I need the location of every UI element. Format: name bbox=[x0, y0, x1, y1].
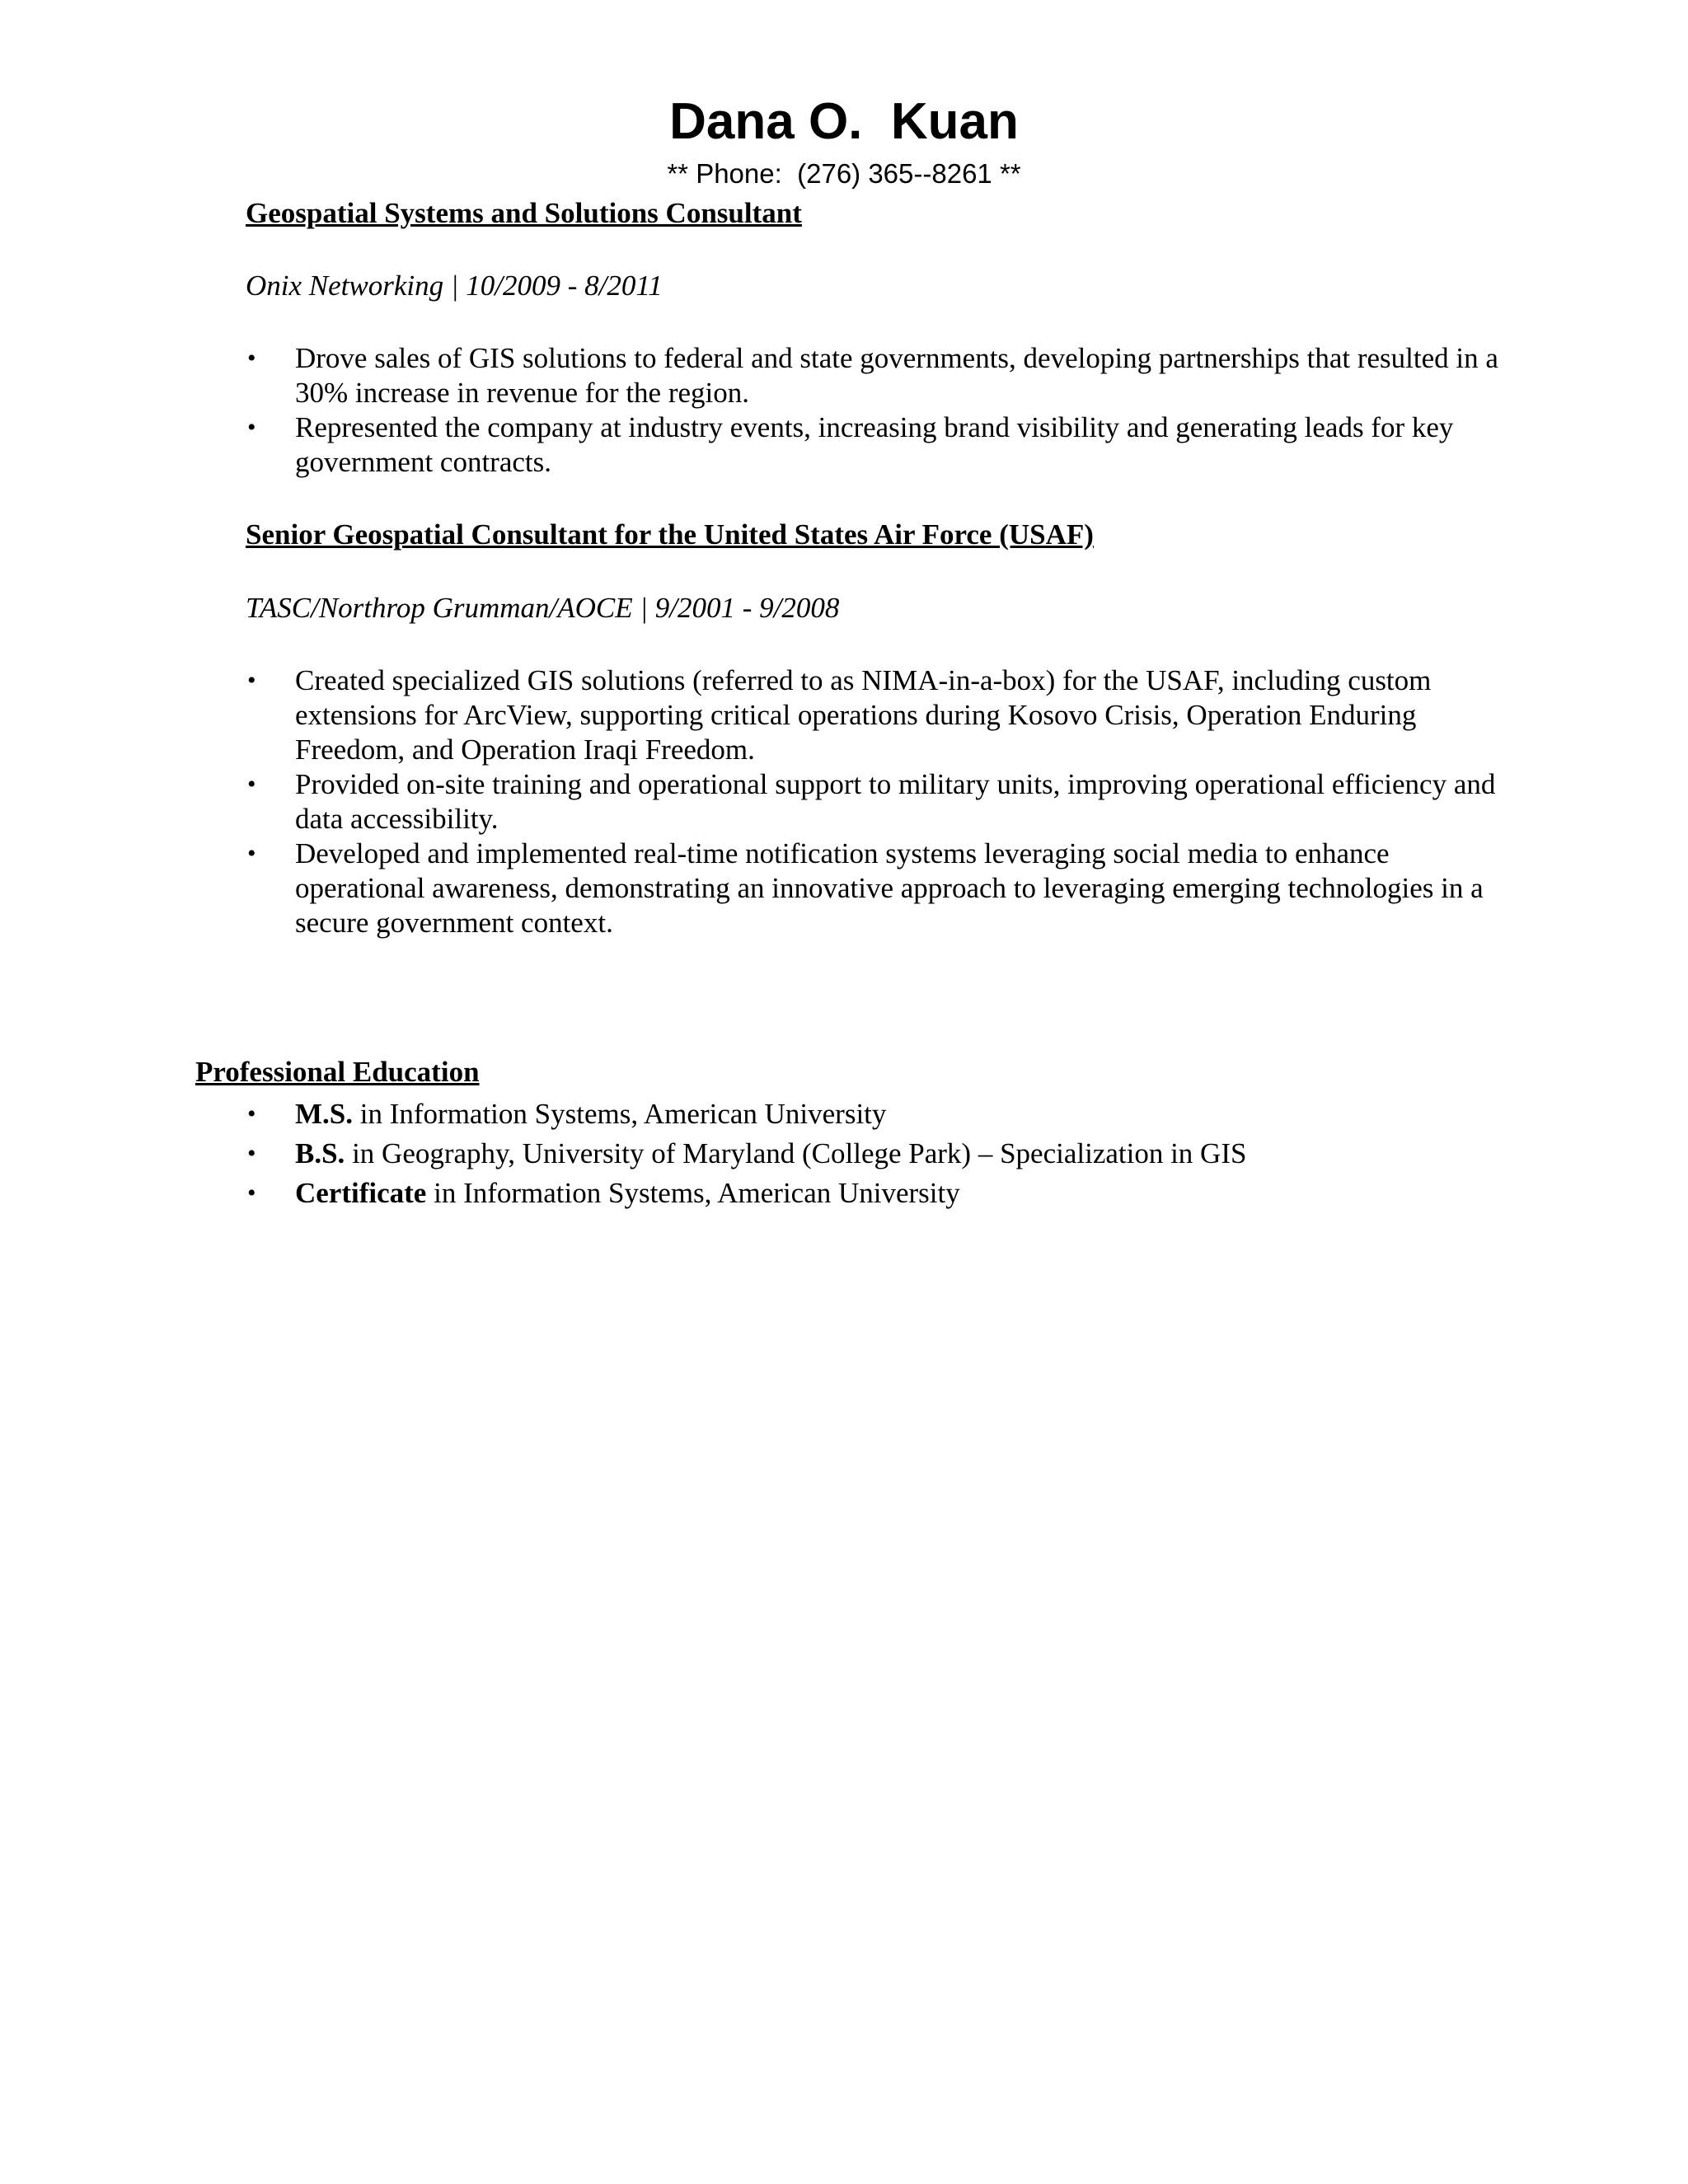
bullet-icon: • bbox=[247, 344, 256, 372]
job-bullets-1 bbox=[246, 341, 1498, 480]
bullet-text: Created specialized GIS solutions (referred to as NIMA-in-a-box) for the USAF, including custom extensions for ArcView, supporting critical operations during Kosovo Crisis, Operation Enduring Freedom, and Operation Iraqi Freedom. bbox=[295, 664, 1432, 766]
phone-line: ** Phone: (276) 365--8261 ** bbox=[667, 158, 1021, 189]
bullet-icon: • bbox=[247, 667, 256, 694]
bullet-icon: • bbox=[247, 1179, 256, 1207]
bullet-text: Developed and implemented real-time notification systems leveraging social media to enhance operational awareness, demonstrating an innovative approach to leveraging emerging technologies in a secure government context. bbox=[295, 837, 1484, 939]
job-title-2: Senior Geospatial Consultant for the United States Air Force (USAF) bbox=[246, 518, 1094, 551]
bullet-icon: • bbox=[247, 1140, 256, 1167]
bullet-text: Provided on-site training and operational support to military units, improving operational efficiency and data accessibility. bbox=[295, 768, 1496, 835]
education-list bbox=[246, 1094, 1498, 1213]
degree-detail: in Information Systems, American University bbox=[426, 1177, 960, 1209]
list-item bbox=[246, 663, 1498, 767]
degree-label: Certificate bbox=[295, 1177, 427, 1209]
degree-label: B.S. bbox=[295, 1137, 345, 1169]
list-item bbox=[246, 341, 1498, 410]
bullet-text: Drove sales of GIS solutions to federal and state governments, developing partnerships that resulted in a 30% increase in revenue for the region. bbox=[295, 342, 1498, 409]
bullet-icon: • bbox=[247, 771, 256, 798]
job-bullets-2 bbox=[246, 663, 1498, 940]
education-heading: Professional Education bbox=[195, 1056, 480, 1088]
list-item bbox=[246, 1174, 1498, 1213]
job-meta-2: TASC/Northrop Grumman/AOCE | 9/2001 - 9/2008 bbox=[246, 592, 840, 624]
bullet-icon: • bbox=[247, 1100, 256, 1127]
bullet-icon: • bbox=[247, 414, 256, 441]
job-title-1: Geospatial Systems and Solutions Consultant bbox=[246, 197, 802, 229]
list-item bbox=[246, 1094, 1498, 1134]
degree-detail: in Geography, University of Maryland (College Park) – Specialization in GIS bbox=[345, 1137, 1247, 1169]
list-item bbox=[246, 767, 1498, 837]
degree-label: M.S. bbox=[295, 1098, 353, 1130]
bullet-text: Represented the company at industry events, increasing brand visibility and generating leads for key government contracts. bbox=[295, 411, 1454, 478]
list-item bbox=[246, 1134, 1498, 1174]
list-item bbox=[246, 837, 1498, 940]
degree-detail: in Information Systems, American University bbox=[353, 1098, 887, 1130]
bullet-icon: • bbox=[247, 840, 256, 867]
job-meta-1: Onix Networking | 10/2009 - 8/2011 bbox=[246, 269, 663, 302]
candidate-name: Dana O. Kuan bbox=[669, 93, 1019, 150]
list-item bbox=[246, 410, 1498, 480]
